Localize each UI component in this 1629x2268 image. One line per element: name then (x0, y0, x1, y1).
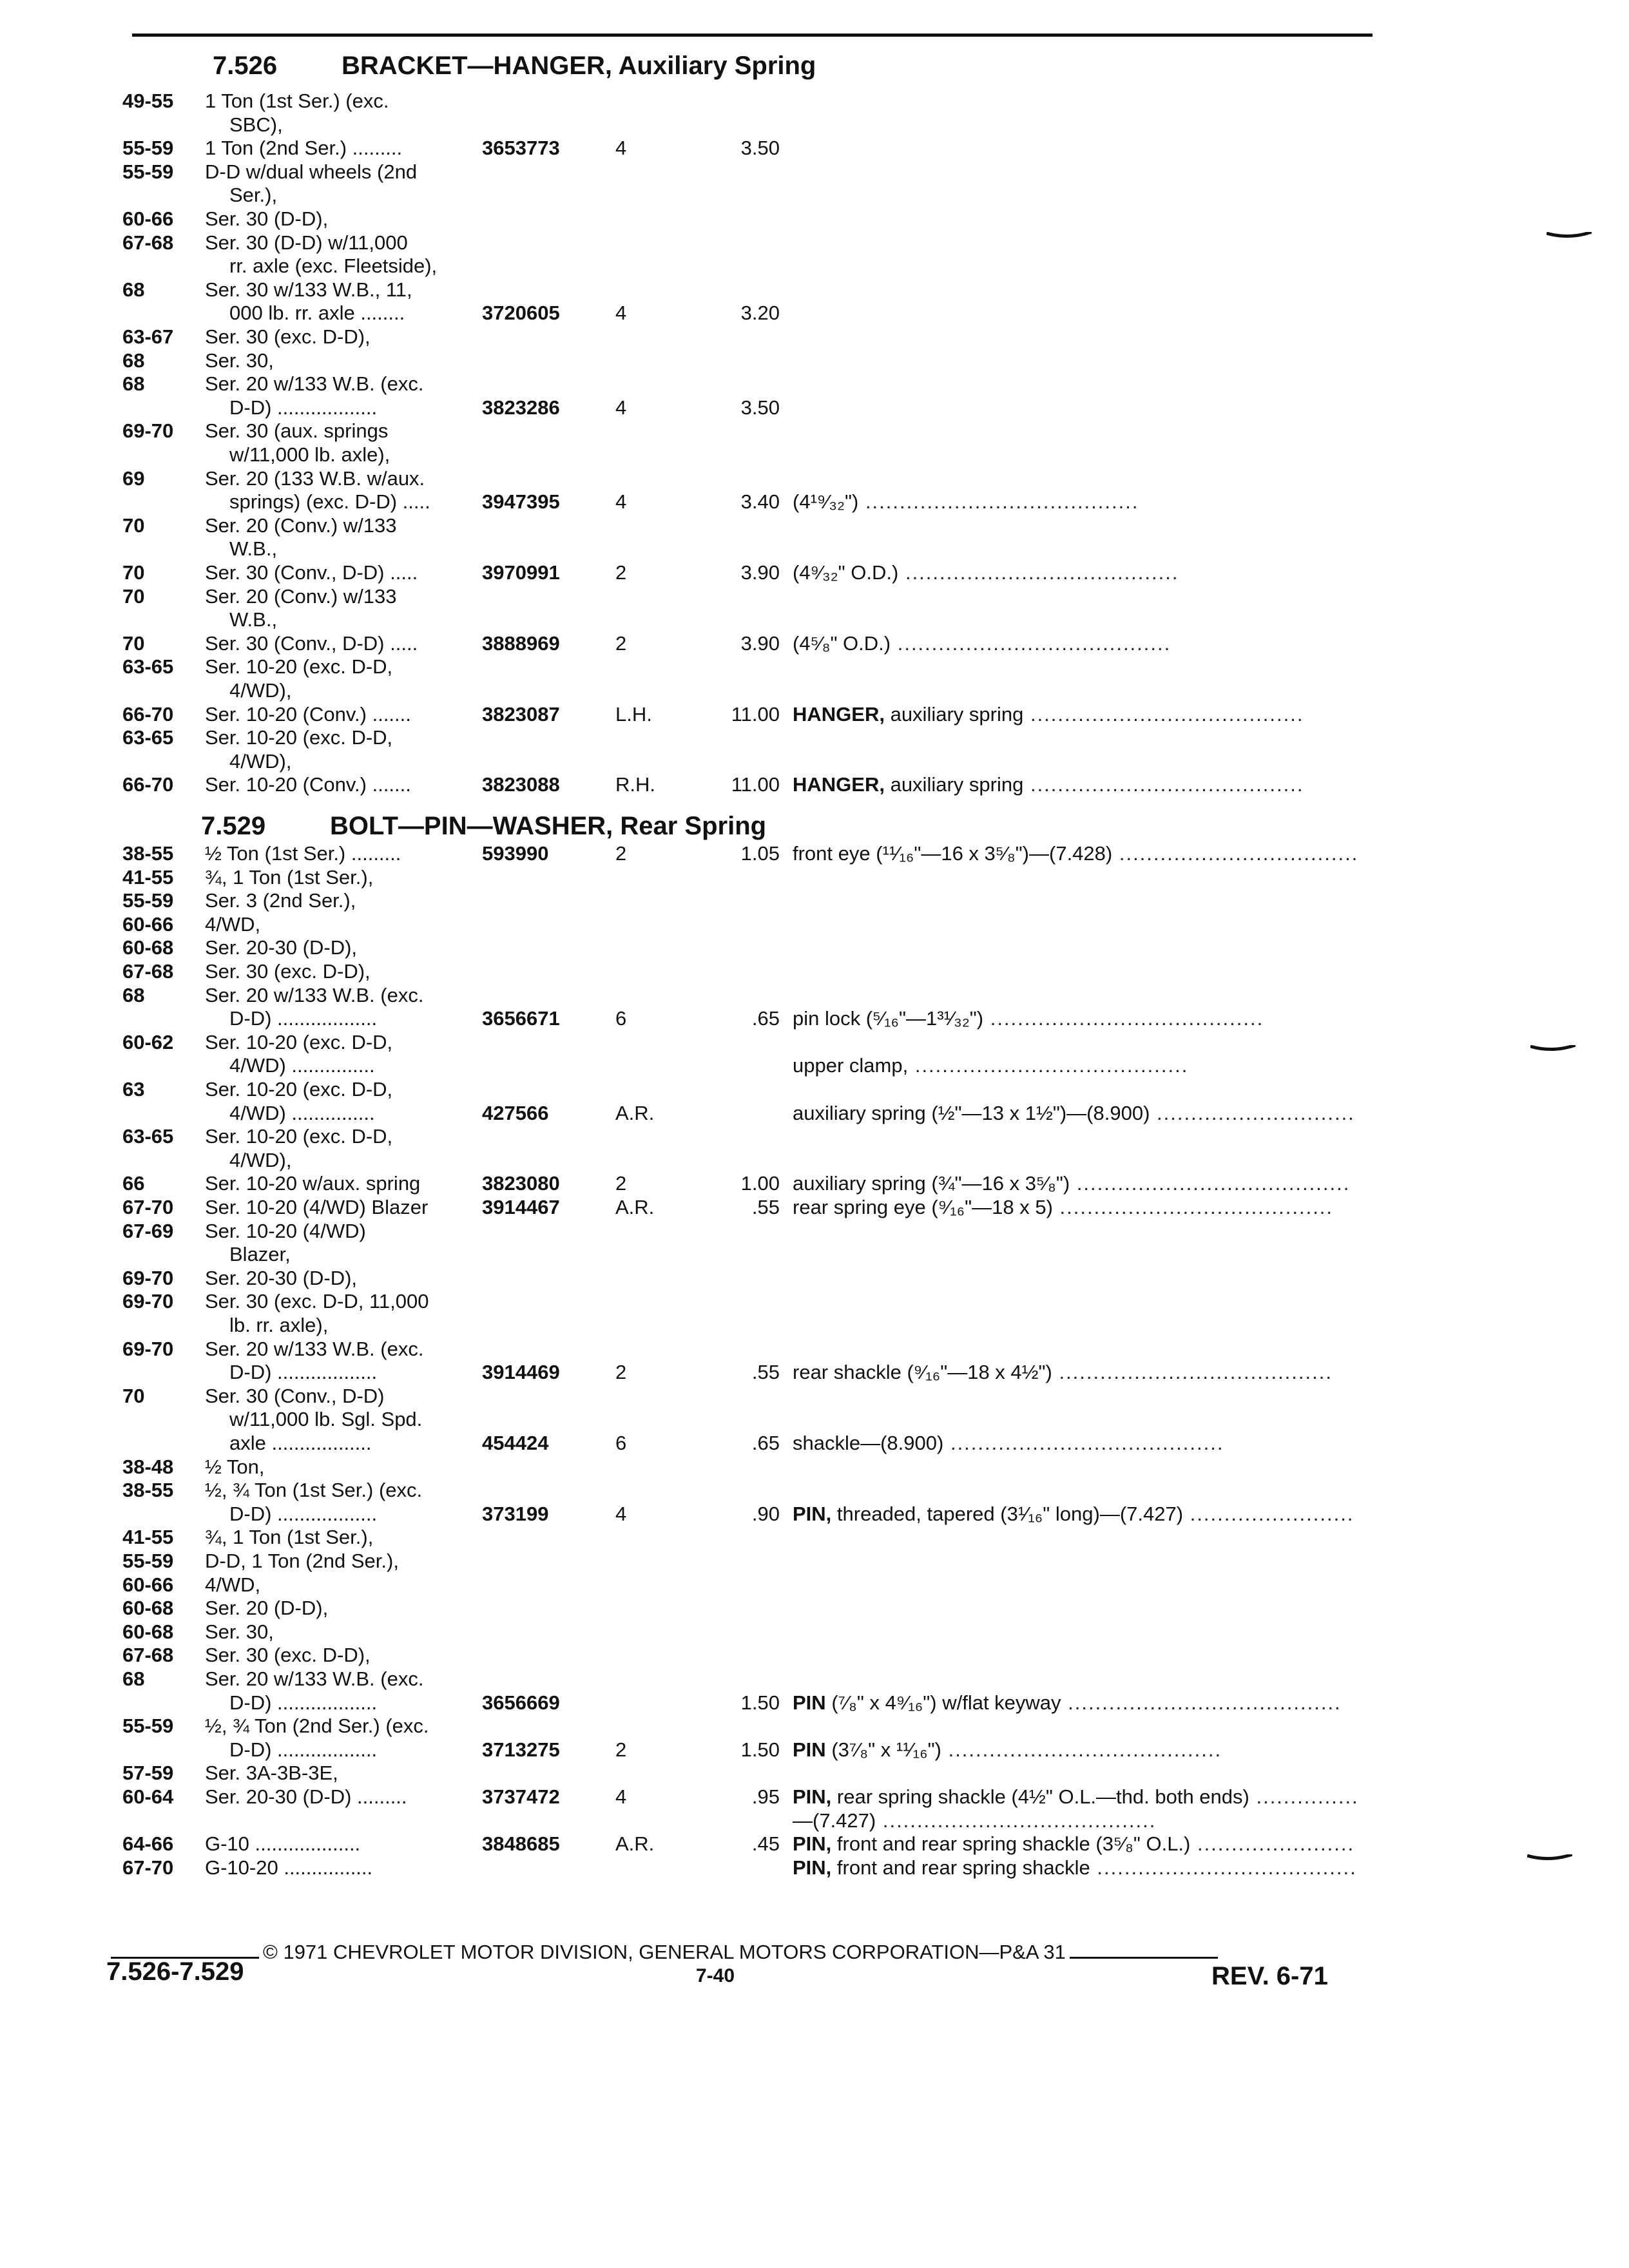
application-description: D-D) .................. (229, 1738, 378, 1761)
section-title-7-529 (201, 812, 766, 841)
year-range: 67-68 (122, 960, 174, 983)
application-description: 1 Ton (1st Ser.) (exc. (205, 90, 389, 112)
quantity: 6 (615, 1432, 627, 1454)
part-note (793, 1833, 1354, 1855)
year-range: 67-68 (122, 1644, 174, 1667)
dot-leader: ........................................ (983, 1007, 1264, 1030)
year-range: 41-55 (122, 1526, 174, 1549)
dot-leader: ........................................ (876, 1809, 1157, 1832)
part-note (793, 1692, 1342, 1714)
year-range: 70 (122, 1384, 145, 1407)
application-description: ½, ¾ Ton (2nd Ser.) (exc. (205, 1715, 429, 1738)
part-number: 427566 (482, 1101, 549, 1124)
dot-leader: ........................ (1183, 1502, 1354, 1525)
application-description: Ser. 20 w/133 W.B. (exc. (205, 372, 424, 396)
part-note (793, 1102, 1355, 1124)
top-rule (132, 34, 1373, 37)
part-number: 3947395 (482, 490, 560, 514)
application-description: Ser. 30, (205, 1620, 274, 1643)
quantity: A.R. (615, 1101, 655, 1124)
quantity: 4 (615, 1785, 627, 1808)
application-description: D-D) .................. (229, 1691, 378, 1714)
application-description: Ser. 30 (D-D) w/11,000 (205, 231, 408, 254)
price: .45 (751, 1832, 780, 1856)
margin-mark (1530, 1045, 1576, 1052)
part-detail: shackle—(8.900) (793, 1432, 944, 1454)
part-number: 593990 (482, 842, 549, 865)
application-description: Ser. 20 (Conv.) w/133 (205, 514, 397, 537)
application-description: Ser. 30 (aux. springs (205, 419, 389, 443)
year-range: 60-68 (122, 1620, 174, 1643)
price: 1.00 (740, 1172, 780, 1195)
application-description: Ser. 10-20 (Conv.) ....... (205, 773, 411, 796)
year-range: 63-67 (122, 325, 174, 348)
part-name: HANGER, (793, 773, 885, 796)
application-description: ¾, 1 Ton (1st Ser.), (205, 865, 374, 889)
price: 3.40 (740, 490, 780, 514)
application-description: Ser. 20-30 (D-D), (205, 1266, 358, 1289)
year-range: 69-70 (122, 1290, 174, 1313)
application-description: Ser. 20 w/133 W.B. (exc. (205, 983, 424, 1006)
application-description: ½, ¾ Ton (1st Ser.) (exc. (205, 1479, 423, 1502)
copyright-text: © 1971 CHEVROLET MOTOR DIVISION, GENERAL MOTORS CORPORATION—P&A 31 (263, 1941, 1066, 1963)
application-description: SBC), (229, 113, 283, 136)
quantity: 2 (615, 631, 627, 655)
part-number: 3720605 (482, 302, 560, 325)
price: .90 (751, 1502, 780, 1525)
quantity: 2 (615, 842, 627, 865)
part-number: 3823080 (482, 1172, 560, 1195)
year-range: 55-59 (122, 137, 174, 160)
quantity: 4 (615, 1502, 627, 1525)
application-description: Ser. 20-30 (D-D) ......... (205, 1785, 407, 1808)
application-description: W.B., (229, 608, 278, 631)
dot-leader: ........................................ (1023, 702, 1304, 726)
application-description: Ser. 10-20 (4/WD) (205, 1219, 366, 1242)
part-number: 3823286 (482, 396, 560, 419)
application-description: Ser. 10-20 (exc. D-D, (205, 726, 393, 749)
price: 1.50 (740, 1738, 780, 1761)
application-description: axle .................. (229, 1432, 372, 1454)
year-range: 68 (122, 1667, 145, 1690)
dot-leader: ........................................ (1061, 1691, 1342, 1714)
price: .55 (751, 1361, 780, 1384)
quantity: A.R. (615, 1832, 655, 1856)
price: 3.50 (740, 396, 780, 419)
year-range: 68 (122, 983, 145, 1006)
part-note (793, 562, 1179, 584)
part-number: 3848685 (482, 1832, 560, 1856)
application-description: Ser. 10-20 w/aux. spring (205, 1172, 421, 1195)
part-detail: front and rear spring shackle (3⁵⁄₈" O.L.) (836, 1832, 1191, 1856)
year-range: 38-55 (122, 842, 174, 865)
application-description: D-D) .................. (229, 1361, 378, 1384)
part-note (793, 1786, 1359, 1808)
part-note (793, 1361, 1333, 1383)
part-number: 3823087 (482, 702, 560, 726)
quantity: R.H. (615, 773, 655, 796)
dot-leader: ........................................ (1070, 1172, 1351, 1195)
part-detail: rear spring shackle (4½" O.L.—thd. both ends) (836, 1785, 1249, 1808)
price: 3.90 (740, 631, 780, 655)
part-detail: (⁷⁄₈" x 4⁹⁄₁₆") w/flat keyway (831, 1691, 1061, 1714)
quantity: 4 (615, 490, 627, 514)
year-range: 68 (122, 278, 145, 301)
application-description: Ser. 30 (Conv., D-D) ..... (205, 631, 418, 655)
price: 1.05 (740, 842, 780, 865)
section-title-7-526 (213, 52, 816, 81)
year-range: 49-55 (122, 90, 174, 112)
year-range: 63-65 (122, 726, 174, 749)
part-note (793, 774, 1304, 796)
quantity: 2 (615, 561, 627, 584)
year-range: 63 (122, 1078, 145, 1100)
quantity: 2 (615, 1172, 627, 1195)
part-detail: (4⁹⁄₃₂" O.D.) (793, 561, 899, 584)
application-description: Ser. 30 (exc. D-D, 11,000 (205, 1290, 429, 1313)
application-description: Ser. 20-30 (D-D), (205, 936, 358, 959)
year-range: 64-66 (122, 1832, 174, 1856)
application-description: Ser. 30, (205, 349, 274, 372)
application-description: Ser. 10-20 (Conv.) ....... (205, 702, 411, 726)
year-range: 63-65 (122, 1125, 174, 1148)
part-detail: threaded, tapered (3¹⁄₁₆" long)—(7.427) (836, 1502, 1184, 1525)
section-number: 7.526 (213, 52, 278, 80)
part-note (793, 704, 1304, 726)
price: .95 (751, 1785, 780, 1808)
dot-leader: ........................................ (941, 1738, 1222, 1761)
application-description: Ser.), (229, 184, 278, 207)
part-detail: (4¹⁹⁄₃₂") (793, 490, 859, 514)
year-range: 57-59 (122, 1762, 174, 1785)
application-description: Ser. 30 (exc. D-D), (205, 1644, 371, 1667)
application-description: ½ Ton (1st Ser.) ......... (205, 842, 401, 865)
footer-section-range: 7.526-7.529 (106, 1957, 244, 1986)
part-note (793, 1432, 1224, 1454)
application-description: Ser. 30 (D-D), (205, 207, 329, 230)
year-range: 67-69 (122, 1219, 174, 1242)
section-heading: BRACKET—HANGER, Auxiliary Spring (342, 52, 816, 80)
application-description: 4/WD, (205, 912, 261, 936)
part-detail: auxiliary spring (¾"—16 x 3⁵⁄₈") (793, 1172, 1070, 1195)
application-description: Ser. 10-20 (exc. D-D, (205, 1030, 393, 1053)
application-description: springs) (exc. D-D) ..... (229, 490, 430, 514)
year-range: 67-68 (122, 231, 174, 254)
application-description: G-10 ................... (205, 1832, 361, 1856)
dot-leader: ........................................ (898, 561, 1179, 584)
year-range: 55-59 (122, 160, 174, 183)
quantity: 6 (615, 1007, 627, 1030)
part-note (793, 491, 1139, 513)
year-range: 63-65 (122, 655, 174, 678)
dot-leader: ............... (1249, 1785, 1359, 1808)
part-detail: pin lock (⁵⁄₁₆"—1³¹⁄₃₂") (793, 1007, 984, 1030)
part-note (793, 1857, 1357, 1879)
year-range: 60-64 (122, 1785, 174, 1808)
application-description: Ser. 10-20 (4/WD) Blazer (205, 1196, 429, 1218)
application-description: w/11,000 lb. Sgl. Spd. (229, 1408, 423, 1431)
part-name: PIN, (793, 1832, 832, 1856)
part-note (793, 1008, 1264, 1030)
year-range: 68 (122, 349, 145, 372)
part-note (793, 1055, 1188, 1077)
application-description: Ser. 10-20 (exc. D-D, (205, 1125, 393, 1148)
dot-leader: ........................................ (908, 1054, 1189, 1077)
part-number: 3888969 (482, 631, 560, 655)
part-detail: auxiliary spring (½"—13 x 1½")—(8.900) (793, 1101, 1150, 1124)
application-description: G-10-20 ................ (205, 1856, 373, 1879)
application-description: ¾, 1 Ton (1st Ser.), (205, 1526, 374, 1549)
price: 1.50 (740, 1691, 780, 1714)
quantity: 4 (615, 302, 627, 325)
application-description: 4/WD) ............... (229, 1101, 375, 1124)
part-number: 3713275 (482, 1738, 560, 1761)
application-description: Ser. 20 (133 W.B. w/aux. (205, 466, 425, 490)
year-range: 41-55 (122, 865, 174, 889)
year-range: 69-70 (122, 1266, 174, 1289)
year-range: 66-70 (122, 702, 174, 726)
year-range: 70 (122, 561, 145, 584)
quantity: 4 (615, 137, 627, 160)
part-name: PIN, (793, 1856, 832, 1879)
part-detail: (3⁷⁄₈" x ¹¹⁄₁₆") (831, 1738, 941, 1761)
part-detail: rear shackle (⁹⁄₁₆"—18 x 4½") (793, 1361, 1052, 1384)
part-note (793, 633, 1171, 655)
application-description: D-D, 1 Ton (2nd Ser.), (205, 1550, 399, 1572)
application-description: D-D) .................. (229, 1502, 378, 1525)
margin-mark (1547, 232, 1592, 238)
price: .65 (751, 1432, 780, 1454)
dot-leader: ................................... (1112, 842, 1359, 865)
part-detail: —(7.427) (793, 1809, 876, 1832)
application-description: 4/WD), (229, 749, 292, 773)
part-number: 3653773 (482, 137, 560, 160)
application-description: Ser. 20 w/133 W.B. (exc. (205, 1667, 424, 1690)
quantity: 2 (615, 1738, 627, 1761)
part-note (793, 843, 1358, 865)
application-description: Ser. 20 w/133 W.B. (exc. (205, 1337, 424, 1360)
part-number: 454424 (482, 1432, 549, 1454)
year-range: 69-70 (122, 1337, 174, 1360)
part-note (793, 1503, 1354, 1525)
application-description: Ser. 3 (2nd Ser.), (205, 889, 356, 912)
year-range: 55-59 (122, 889, 174, 912)
application-description: 4/WD), (229, 679, 292, 702)
year-range: 55-59 (122, 1715, 174, 1738)
footer-copyright-line (111, 1941, 1218, 1964)
application-description: 4/WD) ............... (229, 1054, 375, 1077)
part-detail: (4⁵⁄₈" O.D.) (793, 631, 891, 655)
application-description: Ser. 30 (Conv., D-D) (205, 1384, 385, 1407)
application-description: ½ Ton, (205, 1455, 265, 1478)
part-number: 3914467 (482, 1196, 560, 1218)
year-range: 38-48 (122, 1455, 174, 1478)
application-description: 1 Ton (2nd Ser.) ......... (205, 137, 403, 160)
dot-leader: ........................................ (943, 1432, 1224, 1454)
year-range: 60-66 (122, 912, 174, 936)
section-number: 7.529 (201, 812, 266, 840)
quantity: L.H. (615, 702, 652, 726)
price: 3.20 (740, 302, 780, 325)
application-description: Ser. 20 (D-D), (205, 1597, 329, 1620)
application-description: 4/WD, (205, 1573, 261, 1596)
part-name: HANGER, (793, 702, 885, 726)
dot-leader: ........................................ (1023, 773, 1304, 796)
application-description: 000 lb. rr. axle ........ (229, 302, 405, 325)
part-name: PIN (793, 1738, 826, 1761)
part-number: 3823088 (482, 773, 560, 796)
application-description: D-D) .................. (229, 396, 378, 419)
part-number: 3914469 (482, 1361, 560, 1384)
price: .55 (751, 1196, 780, 1218)
part-note (793, 1810, 1156, 1832)
part-detail: auxiliary spring (890, 702, 1024, 726)
application-description: Ser. 30 (Conv., D-D) ..... (205, 561, 418, 584)
application-description: Ser. 3A-3B-3E, (205, 1762, 338, 1785)
application-description: D-D) .................. (229, 1007, 378, 1030)
dot-leader: ........................................ (1052, 1361, 1333, 1384)
year-range: 60-66 (122, 207, 174, 230)
dot-leader: ....................... (1190, 1832, 1355, 1856)
application-description: Ser. 10-20 (exc. D-D, (205, 655, 393, 678)
year-range: 60-68 (122, 936, 174, 959)
application-description: Ser. 30 w/133 W.B., 11, (205, 278, 412, 301)
footer-page-number: 7-40 (696, 1965, 735, 1986)
dot-leader: ........................................ (858, 490, 1139, 514)
price: .65 (751, 1007, 780, 1030)
part-detail: auxiliary spring (890, 773, 1024, 796)
application-description: Ser. 30 (exc. D-D), (205, 960, 371, 983)
year-range: 66 (122, 1172, 145, 1195)
price: 3.50 (740, 137, 780, 160)
part-number: 3970991 (482, 561, 560, 584)
year-range: 60-66 (122, 1573, 174, 1596)
year-range: 67-70 (122, 1856, 174, 1879)
part-number: 3656669 (482, 1691, 560, 1714)
part-number: 3737472 (482, 1785, 560, 1808)
part-number: 3656671 (482, 1007, 560, 1030)
year-range: 69 (122, 466, 145, 490)
price: 11.00 (731, 773, 780, 796)
application-description: w/11,000 lb. axle), (229, 443, 390, 466)
year-range: 70 (122, 514, 145, 537)
price: 11.00 (731, 702, 780, 726)
year-range: 60-68 (122, 1597, 174, 1620)
part-name: PIN (793, 1691, 826, 1714)
application-description: 4/WD), (229, 1148, 292, 1171)
application-description: lb. rr. axle), (229, 1314, 329, 1336)
part-note (793, 1196, 1333, 1218)
year-range: 70 (122, 584, 145, 608)
part-name: PIN, (793, 1502, 832, 1525)
quantity: A.R. (615, 1196, 655, 1218)
year-range: 66-70 (122, 773, 174, 796)
application-description: Ser. 20 (Conv.) w/133 (205, 584, 397, 608)
part-number: 373199 (482, 1502, 549, 1525)
year-range: 69-70 (122, 419, 174, 443)
application-description: Blazer, (229, 1243, 291, 1266)
footer-revision: REV. 6-71 (1211, 1962, 1328, 1990)
part-detail: upper clamp, (793, 1054, 909, 1077)
quantity: 4 (615, 396, 627, 419)
dot-leader: ........................................ (1052, 1196, 1334, 1218)
application-description: Ser. 10-20 (exc. D-D, (205, 1078, 393, 1100)
part-note (793, 1739, 1222, 1761)
year-range: 70 (122, 631, 145, 655)
margin-mark (1527, 1854, 1572, 1861)
dot-leader: ............................. (1150, 1101, 1355, 1124)
year-range: 67-70 (122, 1196, 174, 1218)
part-detail: front eye (¹¹⁄₁₆"—16 x 3⁵⁄₈")—(7.428) (793, 842, 1113, 865)
year-range: 38-55 (122, 1479, 174, 1502)
part-name: PIN, (793, 1785, 832, 1808)
application-description: W.B., (229, 537, 278, 561)
part-detail: rear spring eye (⁹⁄₁₆"—18 x 5) (793, 1196, 1053, 1218)
part-note (793, 1173, 1350, 1195)
application-description: D-D w/dual wheels (2nd (205, 160, 418, 183)
dot-leader: ...................................... (1090, 1856, 1357, 1879)
section-heading: BOLT—PIN—WASHER, Rear Spring (330, 812, 767, 840)
year-range: 68 (122, 372, 145, 396)
year-range: 60-62 (122, 1030, 174, 1053)
quantity: 2 (615, 1361, 627, 1384)
application-description: rr. axle (exc. Fleetside), (229, 255, 438, 278)
part-detail: front and rear spring shackle (836, 1856, 1090, 1879)
application-description: Ser. 30 (exc. D-D), (205, 325, 371, 348)
year-range: 55-59 (122, 1550, 174, 1572)
price: 3.90 (740, 561, 780, 584)
dot-leader: ........................................ (891, 631, 1171, 655)
